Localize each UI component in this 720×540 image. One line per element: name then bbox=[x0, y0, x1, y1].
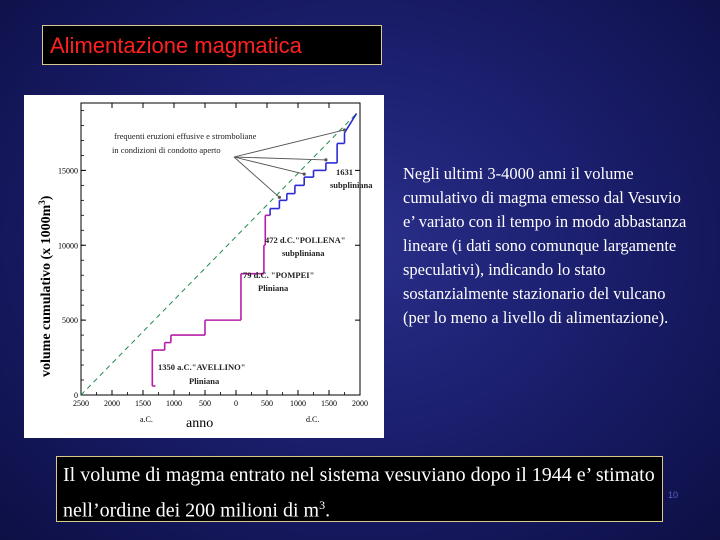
y-axis-label-close: ) bbox=[39, 195, 54, 201]
annotation-arrow bbox=[234, 157, 304, 174]
x-tick-label: 500 bbox=[261, 399, 273, 408]
side-description: Negli ultimi 3-4000 anni il volume cumulativo di magma emesso dal Vesuvio e’ variato con il tempo in modo abbastanza lineare (i dati sono comunque largamente speculativi), indicando lo stato sostanzialmente stazionario del vulcano (per lo meno a livello di alimentazione). bbox=[403, 164, 687, 327]
annotation-pompei-1: 79 d.C. "POMPEI" bbox=[243, 270, 315, 280]
arrow-head bbox=[278, 196, 281, 199]
bottom-note-box bbox=[56, 456, 663, 522]
x-tick-label: 500 bbox=[199, 399, 211, 408]
arrow-head bbox=[303, 173, 306, 176]
annotation-1631-type: subpliniana bbox=[330, 180, 373, 190]
annotation-pompei-2: Pliniana bbox=[258, 283, 289, 293]
slide-title: Alimentazione magmatica bbox=[42, 25, 382, 65]
y-axis-label-main: volume cumulativo (x 1000m bbox=[39, 204, 54, 377]
x-tick-label: 1000 bbox=[166, 399, 182, 408]
annotation-pollena-2: subpliniana bbox=[282, 248, 325, 258]
bottom-note-text: Il volume di magma entrato nel sistema vesuviano dopo il 1944 e’ stimato nell’ordine dei 200 milioni di m bbox=[63, 464, 655, 522]
x-tick-label: 2000 bbox=[352, 399, 368, 408]
arrow-head bbox=[343, 128, 346, 131]
y-tick-label: 5000 bbox=[62, 316, 78, 326]
x-tick-label: 2500 bbox=[73, 399, 89, 408]
x-sublabel-bc: a.C. bbox=[140, 415, 153, 424]
bottom-note-superscript: 3 bbox=[319, 498, 326, 512]
y-tick-label: 0 bbox=[74, 391, 78, 400]
x-tick-label: 1500 bbox=[135, 399, 151, 408]
x-tick-label: 1000 bbox=[290, 399, 306, 408]
annotation-effusive-1: frequenti eruzioni effusive e stromboliane bbox=[114, 131, 257, 141]
x-tick-label: 0 bbox=[234, 399, 238, 408]
arrow-head bbox=[324, 158, 327, 161]
annotation-arrow bbox=[234, 157, 279, 197]
y-axis-label-sup: 3 bbox=[37, 200, 47, 205]
x-tick-label: 1500 bbox=[321, 399, 337, 408]
x-sublabel-ad: d.C. bbox=[306, 415, 320, 424]
annotation-avellino-2: Pliniana bbox=[189, 376, 220, 386]
cumulative-volume-chart bbox=[24, 95, 384, 438]
x-tick-label: 2000 bbox=[104, 399, 120, 408]
y-axis-label bbox=[37, 195, 54, 377]
slide-number: 10 bbox=[668, 490, 679, 500]
chart-panel bbox=[24, 95, 384, 438]
bottom-note-end: . bbox=[325, 499, 331, 522]
annotation-effusive-2: in condizioni di condotto aperto bbox=[112, 145, 221, 155]
annotation-1631-year: 1631 bbox=[336, 167, 353, 177]
x-axis-label: anno bbox=[186, 416, 214, 431]
annotation-arrow bbox=[234, 157, 326, 160]
annotation-avellino-1: 1350 a.C."AVELLINO" bbox=[158, 362, 246, 372]
annotation-pollena-1: 472 d.C."POLLENA" bbox=[265, 235, 346, 245]
y-tick-label: 10000 bbox=[58, 241, 78, 251]
y-tick-label: 15000 bbox=[58, 166, 78, 176]
